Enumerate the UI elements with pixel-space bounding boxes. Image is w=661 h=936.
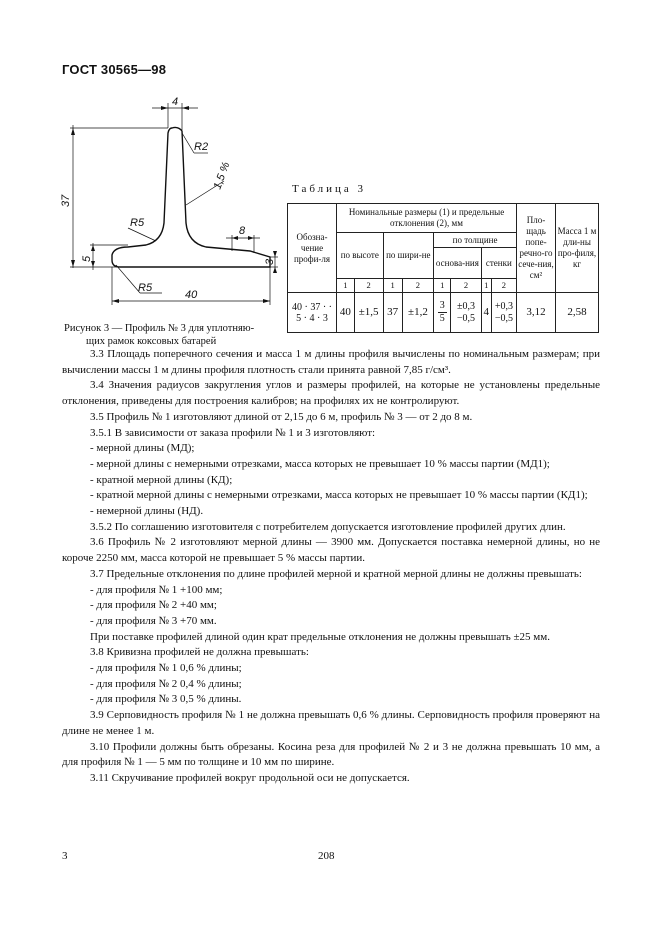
paragraph: - для профиля № 1 0,6 % длины; bbox=[90, 662, 242, 675]
dim-slope: 1,5 % bbox=[211, 160, 233, 192]
paragraph: - немерной длины (НД). bbox=[90, 505, 204, 518]
dim-width: 40 bbox=[185, 289, 198, 301]
figure-caption-line2: щих рамок коксовых батарей bbox=[86, 336, 217, 347]
th-idx: 2 bbox=[491, 279, 516, 293]
paragraph: - мерной длины (МД); bbox=[90, 442, 195, 455]
dim-height: 37 bbox=[60, 194, 72, 207]
paragraph: При поставке профилей длиной один крат предельные отклонения не должны превышать ±25 мм. bbox=[90, 630, 550, 643]
dim-foot-h: 5 bbox=[81, 255, 93, 262]
paragraph: 3.6 Профиль № 2 изготовляют мерной длины — 3900 мм. Допускается поставка немерной длины, но не короче 2250 мм, масса которой не превышает 5 % массы партии. bbox=[62, 536, 600, 565]
paragraph: 3.5 Профиль № 1 изготовляют длиной от 2,15 до 6 м, профиль № 3 — от 2 до 8 м. bbox=[90, 410, 473, 423]
cell-designation: 40 · 37 · · 5 · 4 · 3 bbox=[288, 293, 337, 333]
dim-r2: R2 bbox=[194, 141, 209, 153]
th-idx: 2 bbox=[402, 279, 433, 293]
cell-base-tol: ±0,3 −0,5 bbox=[451, 293, 481, 333]
paragraph: 3.3 Площадь поперечного сечения и масса 1 м длины профиля вычислены по номинальным размерам; при вычислении массы 1 м длины профиля плотность стали принята равной 7,85 г/см³. bbox=[62, 348, 600, 376]
dim-r5-inner: R5 bbox=[130, 217, 145, 229]
dim-top-width: 4 bbox=[172, 96, 179, 108]
page-number: 208 bbox=[318, 850, 335, 862]
th-mass: Масса 1 м дли-ны про-филя, кг bbox=[556, 204, 599, 293]
paragraph: 3.10 Профили должны быть обрезаны. Косина реза для профилей № 2 и 3 не должна превышать 10 мм, а для профиля № 1 — 5 мм по толщине и 10 мм по ширине. bbox=[62, 740, 600, 769]
paragraph: 3.7 Предельные отклонения по длине профилей мерной и кратной мерной длины не должны превышать: bbox=[90, 567, 582, 580]
paragraph: - кратной мерной длины с немерными отрезками, масса которых не превышает 10 % массы партии (КД1); bbox=[90, 489, 588, 502]
paragraph: - для профиля № 2 0,4 % длины; bbox=[90, 677, 242, 690]
paragraph: - для профиля № 3 +70 мм. bbox=[90, 614, 217, 627]
cell-height-nom: 40 bbox=[337, 293, 355, 333]
profile-drawing bbox=[40, 95, 280, 320]
paragraph: - кратной мерной длины (КД); bbox=[90, 473, 233, 486]
paragraph: 3.5.2 По соглашению изготовителя с потребителем допускается изготовление профилей других длин. bbox=[90, 520, 566, 533]
th-idx: 1 bbox=[337, 279, 355, 293]
cell-width-nom: 37 bbox=[383, 293, 402, 333]
th-base: основа-ния bbox=[434, 248, 482, 279]
cell-mass: 2,58 bbox=[556, 293, 599, 333]
paragraph: - для профиля № 1 +100 мм; bbox=[90, 583, 223, 596]
th-idx: 1 bbox=[434, 279, 451, 293]
cell-wall-nom: 4 bbox=[481, 293, 491, 333]
dim-foot-len: 8 bbox=[239, 225, 246, 237]
dim-end-h: 3 bbox=[264, 258, 276, 265]
th-area: Пло-щадь попе-речно-го сече-ния, см² bbox=[517, 204, 556, 293]
dim-r5-outer: R5 bbox=[138, 282, 153, 294]
profile-table bbox=[287, 203, 599, 333]
th-thickness: по толщине bbox=[434, 233, 517, 248]
th-wall: стенки bbox=[481, 248, 516, 279]
cell-area: 3,12 bbox=[517, 293, 556, 333]
figure-caption bbox=[64, 322, 274, 348]
body-text bbox=[62, 347, 600, 787]
figure-caption-line1: Рисунок 3 — Профиль № 3 для уплотняю- bbox=[64, 323, 255, 334]
footer-left: 3 bbox=[62, 850, 68, 862]
th-height: по высоте bbox=[337, 233, 384, 279]
cell-base-nom: $\frac{3}{5}$ bbox=[434, 293, 451, 333]
paragraph: 3.8 Кривизна профилей не должна превышать: bbox=[90, 646, 309, 659]
th-width: по шири-не bbox=[383, 233, 434, 279]
table-caption: Таблица 3 bbox=[292, 183, 367, 195]
th-idx: 1 bbox=[383, 279, 402, 293]
paragraph: 3.4 Значения радиусов закругления углов и размеры профилей, на которые не установлены предельные отклонения, приведены для построения калибров; на профилях их не контролируют. bbox=[62, 379, 600, 408]
cell-wall-tol: +0,3 −0,5 bbox=[491, 293, 516, 333]
table-row bbox=[288, 293, 599, 333]
paragraph: - для профиля № 2 +40 мм; bbox=[90, 599, 217, 612]
standard-title: ГОСТ 30565—98 bbox=[62, 62, 167, 77]
paragraph: 3.5.1 В зависимости от заказа профили № 1 и 3 изготовляют: bbox=[90, 426, 376, 439]
th-idx: 1 bbox=[481, 279, 491, 293]
th-idx: 2 bbox=[451, 279, 481, 293]
th-idx: 2 bbox=[354, 279, 383, 293]
paragraph: - мерной длины с немерными отрезками, масса которых не превышает 10 % массы партии (МД1); bbox=[90, 457, 550, 470]
paragraph: 3.9 Серповидность профиля № 1 не должна превышать 0,6 % длины. Серповидность профиля проверяют на длине не менее 1 м. bbox=[62, 709, 600, 737]
th-nominal: Номинальные размеры (1) и предельные отклонения (2), мм bbox=[337, 204, 517, 233]
cell-width-tol: ±1,2 bbox=[402, 293, 433, 333]
th-designation: Обозна-чение профи-ля bbox=[288, 204, 337, 293]
cell-height-tol: ±1,5 bbox=[354, 293, 383, 333]
paragraph: - для профиля № 3 0,5 % длины. bbox=[90, 693, 242, 706]
paragraph: 3.11 Скручивание профилей вокруг продольной оси не допускается. bbox=[90, 771, 410, 784]
